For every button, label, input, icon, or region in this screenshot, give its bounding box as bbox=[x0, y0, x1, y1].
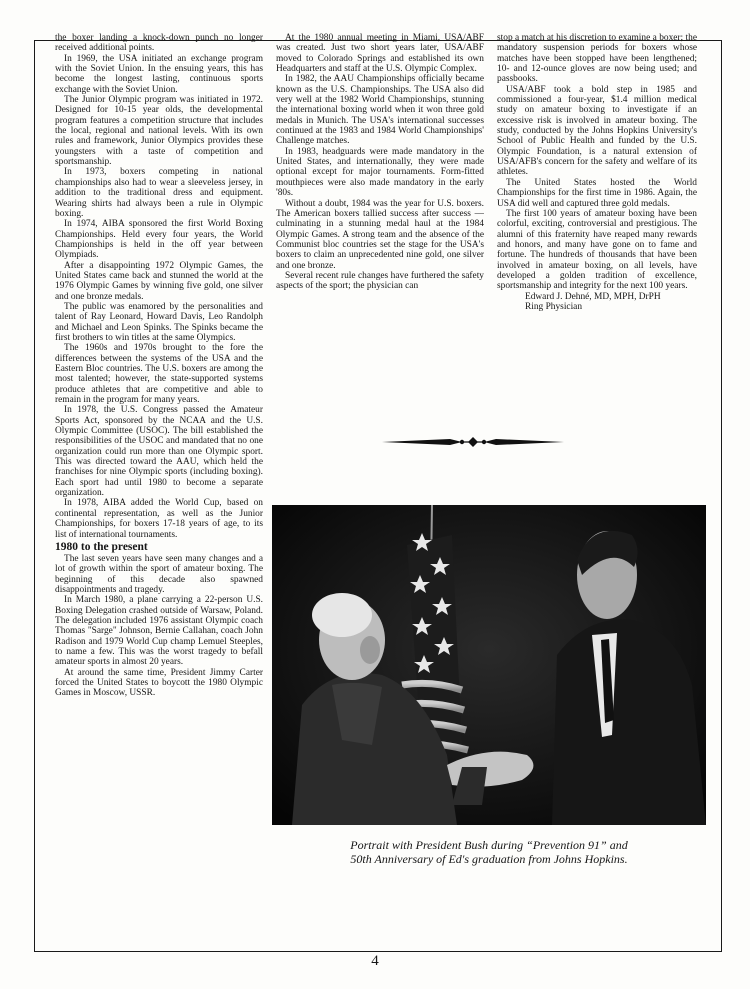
page-number: 4 bbox=[371, 953, 379, 969]
photo-caption bbox=[272, 838, 706, 866]
signature-name: Edward J. Dehné, MD, MPH, DrPH bbox=[525, 291, 661, 302]
paragraph: The 1960s and 1970s brought to the fore the differences between the systems of the USA and the Eastern Bloc countries. The U.S. boxers are among the most talented; however, the state-supported systems produce athletes that are competitive and able to remain in the program for many years. bbox=[55, 343, 263, 406]
section-divider-ornament bbox=[378, 435, 568, 449]
paragraph: In 1978, the U.S. Congress passed the Amateur Sports Act, sponsored by the NCAA and the U.S. Olympic Committee (USOC). The bill established the responsibilities of the USOC and mandated that no one organization could run more than one Olympic sport. This was directed toward the AAU, which held the franchises for nine Olympic sports (including boxing). Each sport had until 1980 to become a separate organization. bbox=[55, 405, 263, 499]
paragraph: In 1973, boxers competing in national championships also had to wear a sleeveless jersey, in addition to the traditional dress and equipment. Wearing shirts had always been a rule in Olympic boxing. bbox=[55, 167, 263, 219]
paragraph: Several recent rule changes have furthered the safety aspects of the sport; the physician can bbox=[276, 270, 484, 292]
paragraph: The first 100 years of amateur boxing have been colorful, exciting, controversial and prestigious. The alumni of this fraternity have reaped many rewards and honors, and many have gone on to fame and fortune. The hundreds of thousands that have been involved in amateur boxing, on all levels, have developed a golden tradition of excellence, sportsmanship and integrity for the next 100 years. bbox=[497, 208, 697, 292]
paragraph: The public was enamored by the personalities and talent of Ray Leonard, Howard Davis, Leo Randolph and Michael and Leon Spinks. The Spinks became the first brothers to win titles at the same Olympics. bbox=[55, 301, 263, 343]
portrait-photo bbox=[272, 505, 706, 825]
text-column-1 bbox=[55, 33, 263, 923]
caption-line: Portrait with President Bush during “Prevention 91” and bbox=[350, 838, 628, 852]
paragraph: The United States hosted the World Championships for the first time in 1986. Again, the USA did well and captured three gold medals. bbox=[497, 177, 697, 209]
paragraph: USA/ABF took a bold step in 1985 and commissioned a four-year, $1.4 million medical study on amateur boxing to investigate if an excessive risk is involved in amateur boxing. The study, conducted by the Johns Hopkins University's School of Public Health and funded by the U.S. Olympic Foundation, is a natural extension of USA/AFB's concern for the safety and welfare of its athletes. bbox=[497, 84, 697, 178]
paragraph: The Junior Olympic program was initiated in 1972. Designed for 10-15 year olds, the developmental program features a competition structure that includes the local, regional and national levels. With its own rules and framework, Junior Olympics provides these youngsters with a taste of competition and sportsmanship. bbox=[55, 95, 263, 168]
paragraph: After a disappointing 1972 Olympic Games, the United States came back and stunned the world at the 1976 Olympic Games by winning five gold, one silver and one bronze medals. bbox=[55, 260, 263, 302]
paragraph: the boxer landing a knock-down punch no longer received additional points. bbox=[55, 33, 263, 54]
text-column-2 bbox=[276, 33, 484, 413]
paragraph: At the 1980 annual meeting in Miami, USA/ABF was created. Just two short years later, USA/ABF moved to Colorado Springs and established its own Headquarters and staff at the U.S. Olympic Complex. bbox=[276, 33, 484, 75]
paragraph: Without a doubt, 1984 was the year for U.S. boxers. The American boxers tallied success after success — culminating in a stunning medal haul at the 1984 Olympic Games. A strong team and the absence of the Communist bloc countries set the stage for the USA's boxers to claim an unprecedented nine gold, one silver and one bronze. bbox=[276, 198, 484, 271]
caption-line: 50th Anniversary of Ed's graduation from Johns Hopkins. bbox=[350, 852, 628, 866]
paragraph: In 1974, AIBA sponsored the first World Boxing Championships. Held every four years, the World Championships is held in the off year between Olympiads. bbox=[55, 219, 263, 261]
text-column-3 bbox=[497, 33, 697, 413]
section-heading: 1980 to the present bbox=[55, 540, 148, 553]
paragraph: In 1983, headguards were made mandatory in the United States, and internationally, they were made optional except for major tournaments. Form-fitted mouthpieces were also made mandatory in the early '80s. bbox=[276, 146, 484, 199]
paragraph: In 1978, AIBA added the World Cup, based on continental representation, as well as the Junior Championships, for boxers 17-18 years of age, to its list of international tournaments. bbox=[55, 498, 263, 540]
signature bbox=[497, 292, 697, 313]
paragraph: stop a match at his discretion to examine a boxer; the mandatory suspension periods for boxers whose matches have been stopped have been lengthened; 10- and 12-ounce gloves are now being used; and passbooks. bbox=[497, 33, 697, 85]
paragraph: At around the same time, President Jimmy Carter forced the United States to boycott the 1980 Olympic Games in Moscow, USSR. bbox=[55, 667, 263, 699]
signature-title: Ring Physician bbox=[525, 301, 583, 312]
paragraph: In 1982, the AAU Championships officially became known as the U.S. Championships. The USA also did very well at the 1982 World Championships, stunning the international boxing world when it won three gold medals in Munich. The USA's international successes continued at the 1983 and 1984 World Championships' Challenge matches. bbox=[276, 74, 484, 147]
paragraph: In March 1980, a plane carrying a 22-person U.S. Boxing Delegation crashed outside of Warsaw, Poland. The delegation included 1976 assistant Olympic coach Thomas "Sarge" Johnson, Bernie Callahan, coach John Radison and 1979 World Cup champ Lemuel Steeples, to name a few. This was the worst tragedy to befall amateur sports in almost 20 years. bbox=[55, 595, 263, 668]
paragraph: In 1969, the USA initiated an exchange program with the Soviet Union. In the ensuing years, this has become the longest lasting, continuous sports exchange with the Soviet Union. bbox=[55, 53, 263, 95]
paragraph: The last seven years have seen many changes and a lot of growth within the sport of amateur boxing. The beginning of this decade also spawned disappointments and tragedy. bbox=[55, 553, 263, 595]
